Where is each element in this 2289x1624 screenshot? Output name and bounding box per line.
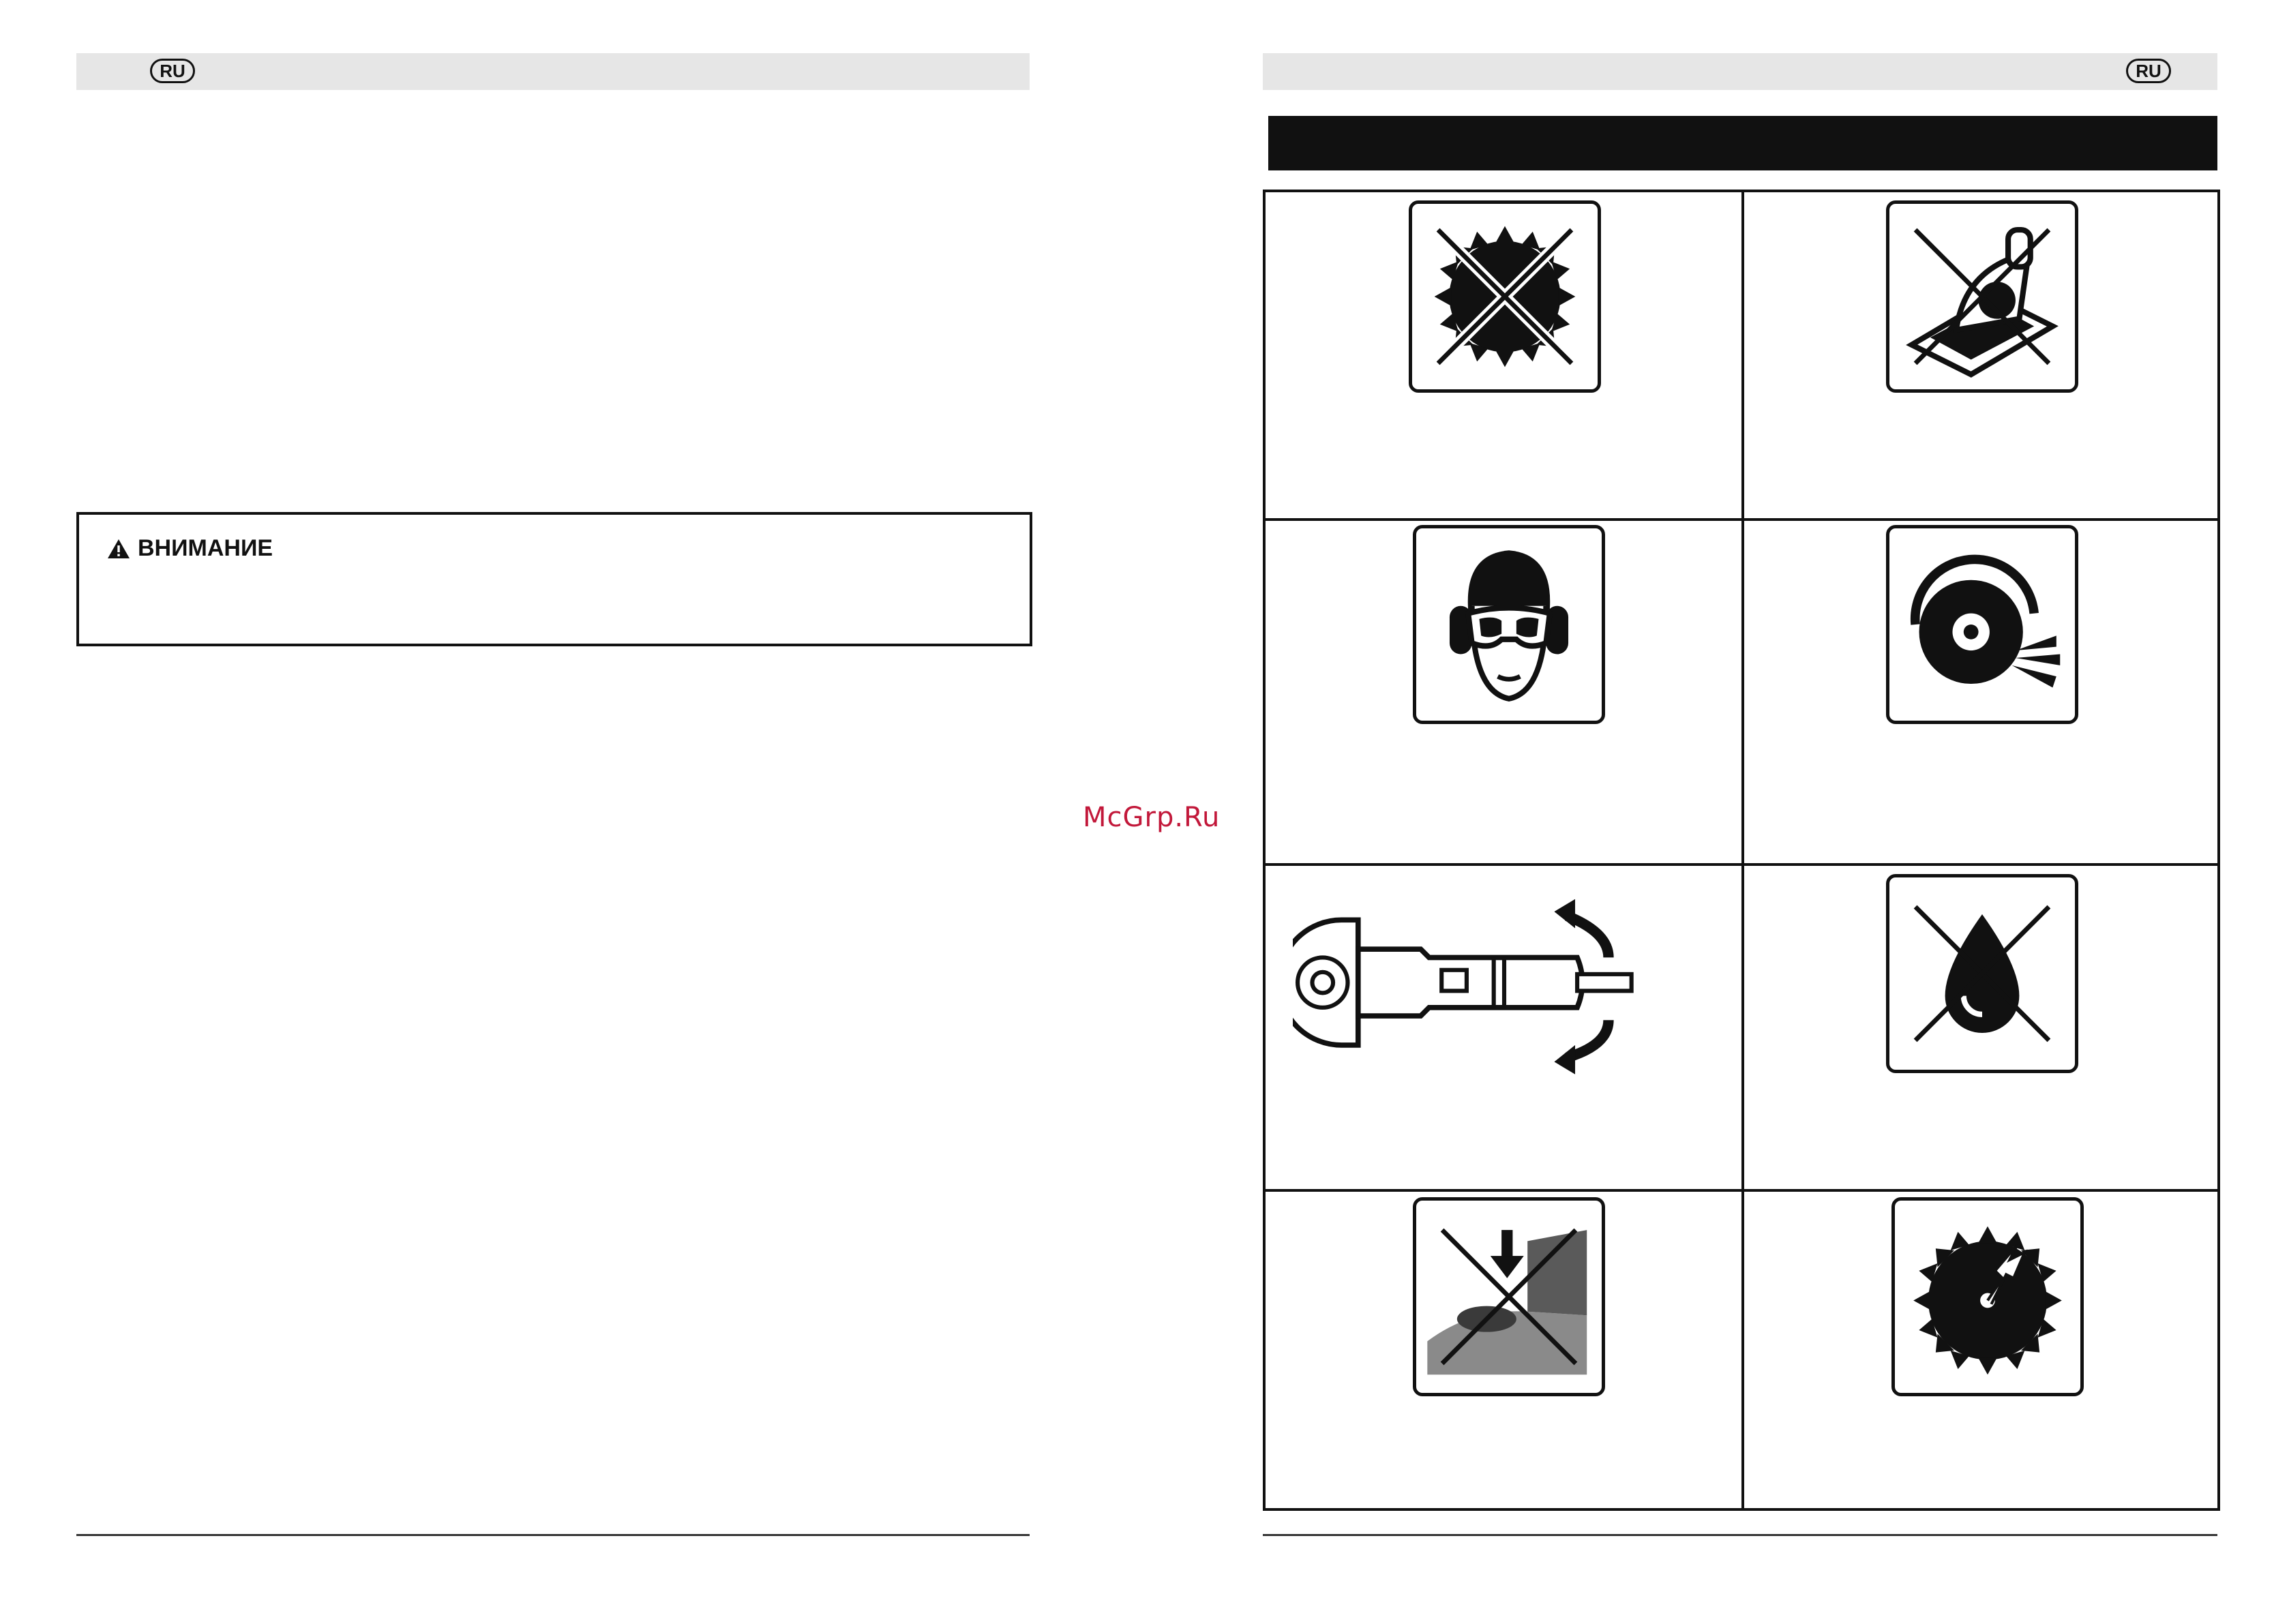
- watermark: McGrp.Ru: [1083, 802, 1221, 833]
- right-page: [1227, 0, 2289, 1624]
- prohibited-circular-saw-icon: [1886, 200, 2078, 393]
- angle-grinder-rotation-icon: [1293, 874, 1716, 1083]
- left-page: [0, 0, 1091, 1624]
- footer-rule: [76, 1534, 1030, 1536]
- language-badge: RU: [150, 59, 195, 83]
- no-spindle-lock-pressing-icon: [1413, 1197, 1605, 1396]
- wear-eye-ear-protection-icon: [1413, 525, 1605, 724]
- disc-guard-sparks-icon: [1886, 525, 2078, 724]
- no-liquid-icon: [1886, 874, 2078, 1073]
- page-header-bar: [76, 53, 1030, 90]
- symbol-table: [1263, 190, 2220, 1511]
- damaged-disc-icon: [1891, 1197, 2084, 1396]
- warning-triangle-icon: [106, 538, 131, 560]
- warning-heading: [106, 535, 273, 562]
- language-badge: RU: [2126, 59, 2171, 83]
- warning-box: [76, 512, 1032, 646]
- section-title-band: [1268, 116, 2217, 170]
- footer-rule: [1263, 1534, 2217, 1536]
- warning-title: ВНИМАНИЕ: [138, 535, 273, 561]
- page-header-bar: [1263, 53, 2217, 90]
- prohibited-saw-blade-icon: [1409, 200, 1601, 393]
